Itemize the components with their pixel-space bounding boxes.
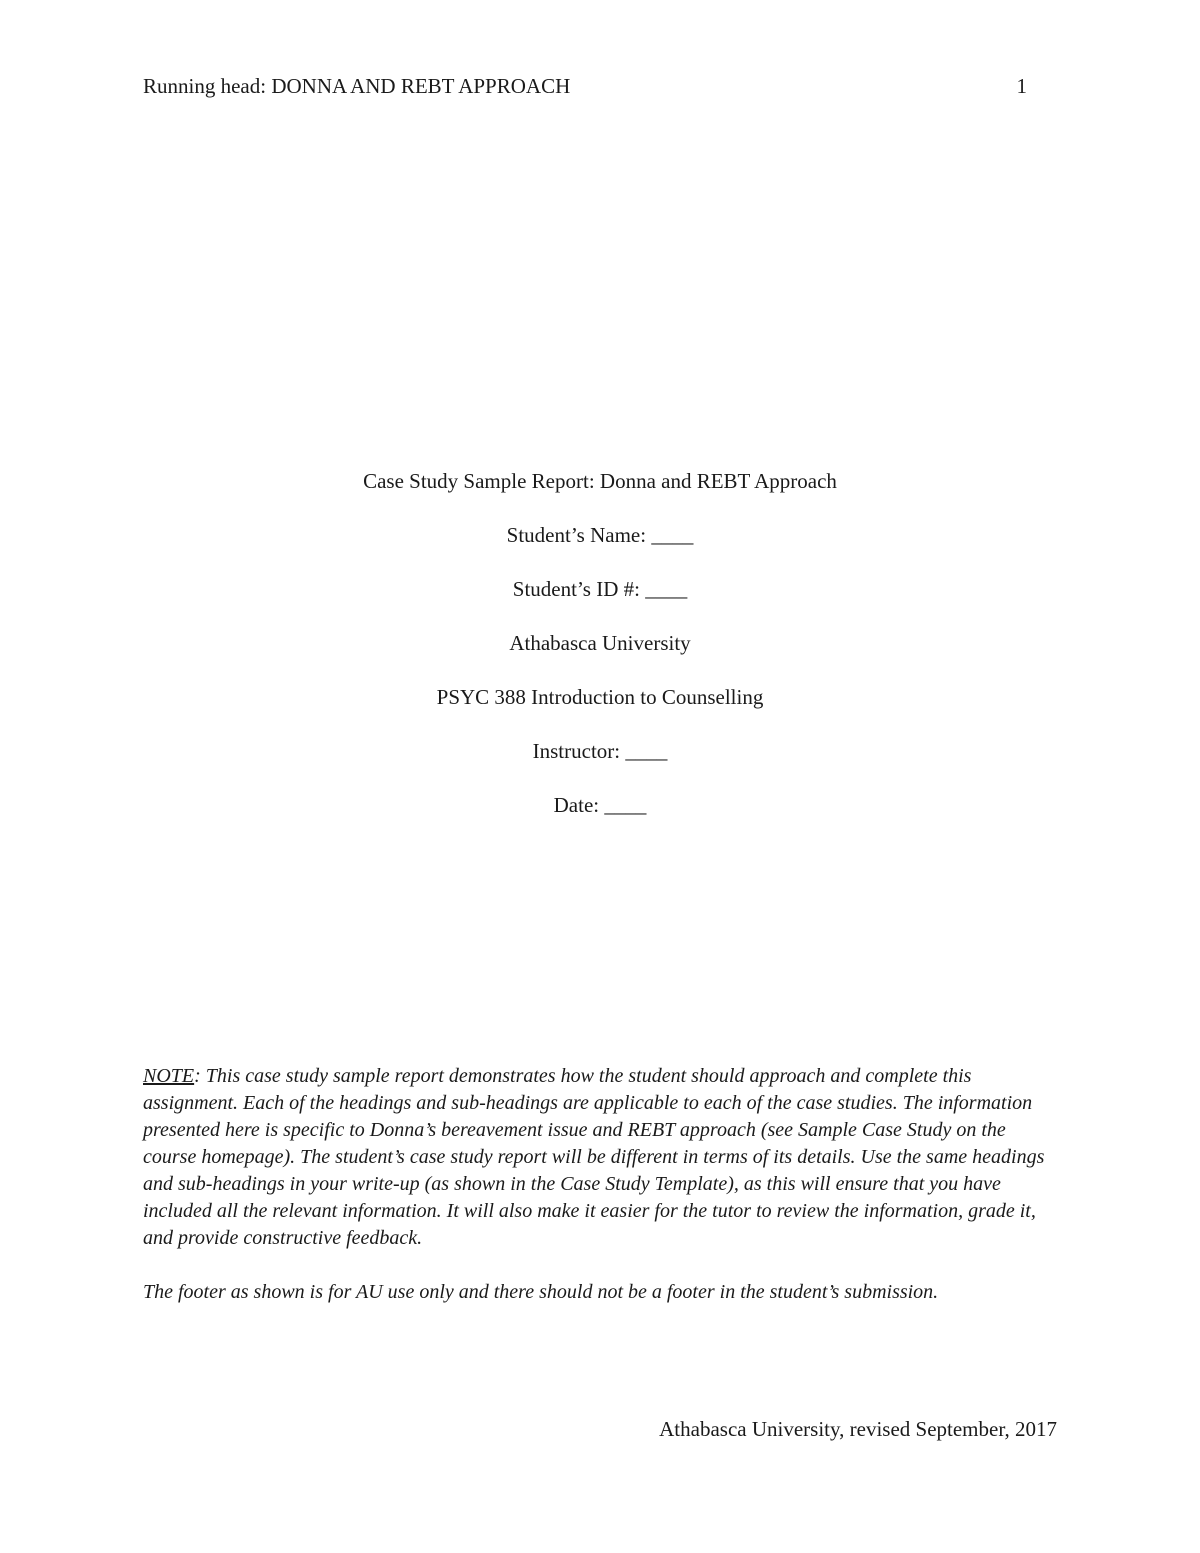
title-block — [0, 467, 1200, 845]
page-number: 1 — [1016, 74, 1027, 98]
page-footer: Athabasca University, revised September, 2017 — [659, 1417, 1057, 1441]
course-line: PSYC 388 Introduction to Counselling — [436, 685, 764, 709]
student-name-line: Student’s Name: ____ — [506, 523, 694, 547]
running-head: Running head: DONNA AND REBT APPROACH — [143, 74, 571, 98]
footer-note-paragraph: The footer as shown is for AU use only and there should not be a footer in the student’s submission. — [143, 1281, 939, 1303]
page-header — [143, 72, 1027, 100]
note-label: NOTE — [143, 1065, 195, 1087]
report-title: Case Study Sample Report: Donna and REBT Approach — [363, 469, 837, 493]
instructor-line: Instructor: ____ — [532, 739, 668, 763]
date-line: Date: ____ — [553, 793, 647, 817]
note-body: : This case study sample report demonstrates how the student should approach and complete this assignment. Each of the headings and sub-headings are applicable to each of the case studies. The information presented here is specific to Donna’s bereavement issue and REBT approach (see Sample Case Study on the course homepage). The student’s case study report will be different in terms of its details. Use the same headings and sub-headings in your write-up (as shown in the Case Study Template), as this will ensure that you have included all the relevant information. It will also make it easier for the tutor to review the information, grade it, and provide constructive feedback. — [143, 1065, 1045, 1249]
note-section — [143, 1063, 1053, 1333]
student-id-line: Student’s ID #: ____ — [512, 577, 688, 601]
note-paragraph — [143, 1063, 1053, 1252]
university-line: Athabasca University — [509, 631, 691, 655]
